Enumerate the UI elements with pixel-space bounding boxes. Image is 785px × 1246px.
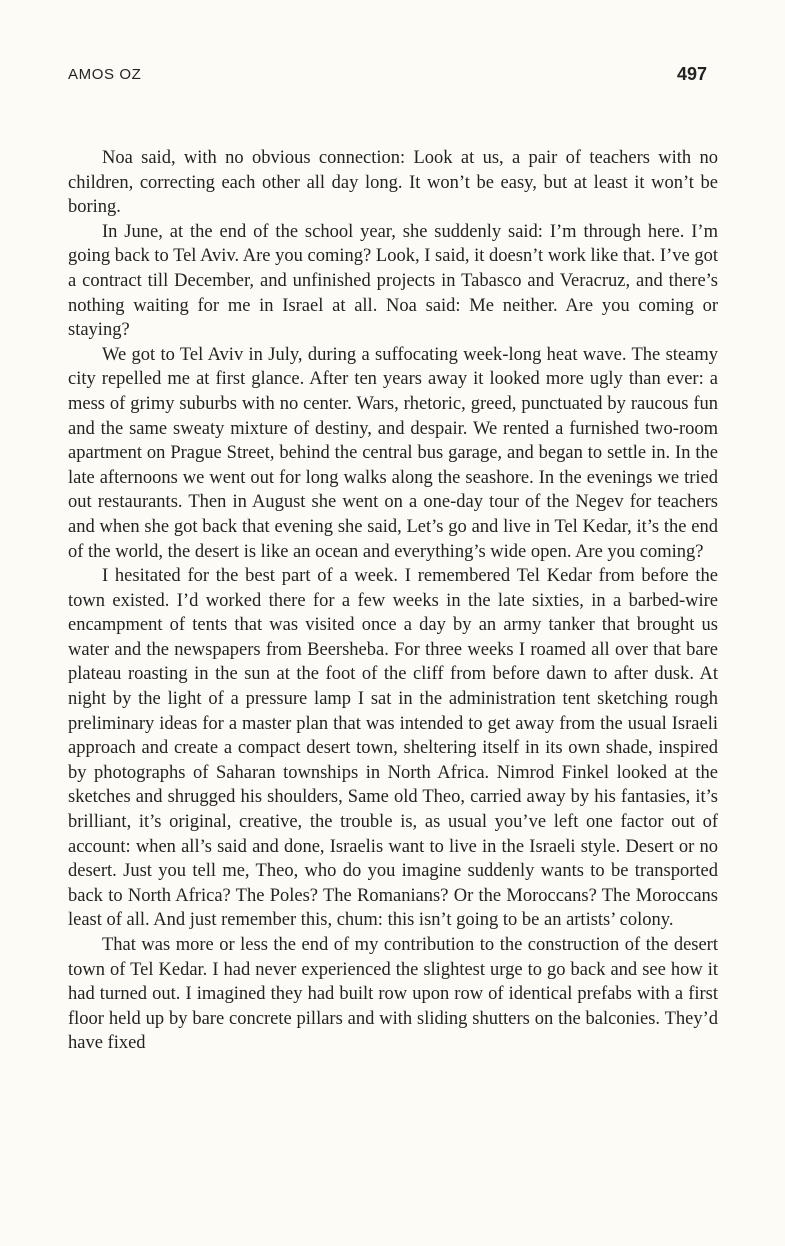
page-number: 497 (676, 64, 707, 84)
paragraph: In June, at the end of the school year, she suddenly said: I’m through here. I’m going back to Tel Aviv. Are you coming? Look, I said, it doesn’t work like that. I’ve got a contract till December, and unfinished projects in Tabasco and Veracruz, and there’s nothing waiting for me in Israel at all. Noa said: Me neither. Are you coming or staying? (68, 221, 718, 341)
paragraph: That was more or less the end of my contribution to the construction of the desert town of Tel Kedar. I had never experienced the slightest urge to go back and see how it had turned out. I imagined they had built row upon row of identical prefabs with a first floor held up by bare concrete pillars and with sliding shutters on the balconies. They’d have fixed (68, 935, 718, 1054)
paragraph: Noa said, with no obvious connection: Look at us, a pair of teachers with no children, correcting each other all day long. It won’t be easy, but at least it won’t be boring. (68, 148, 718, 218)
paragraph: We got to Tel Aviv in July, during a suffocating week-long heat wave. The steamy city repelled me at first glance. After ten years away it looked more ugly than ever: a mess of grimy suburbs with no center. Wars, rhetoric, greed, punctuated by raucous fun and the same sweaty mixture of destiny, and despair. We rented a furnished two-room apartment on Prague Street, behind the central bus garage, and began to settle in. In the late afternoons we went out for long walks along the seashore. In the evenings we tried out restaurants. Then in August she went on a one-day tour of the Negev for teachers and when she got back that evening she said, Let’s go and live in Tel Kedar, it’s the end of the world, the desert is like an ocean and everything’s wide open. Are you coming? (68, 344, 718, 562)
running-head-author: AMOS OZ (68, 66, 142, 83)
body-text (68, 146, 718, 1056)
paragraph: I hesitated for the best part of a week. I remembered Tel Kedar from before the town existed. I’d worked there for a few weeks in the late sixties, in a barbed-wire encampment of tents that was visited once a day by an army tanker that brought us water and the newspapers from Beersheba. For three weeks I roamed all over that bare plateau roasting in the sun at the foot of the cliff from before dawn to after dusk. At night by the light of a pressure lamp I sat in the administration tent sketching rough preliminary ideas for a master plan that was intended to get away from the usual Israeli approach and create a compact desert town, sheltering itself in its own shade, inspired by photographs of Saharan townships in North Africa. Nimrod Finkel looked at the sketches and shrugged his shoulders, Same old Theo, carried away by his fantasies, it’s brilliant, it’s original, creative, the trouble is, as usual you’ve left one factor out of account: when all’s said and done, Israelis want to live in the Israeli style. Desert or no desert. Just you tell me, Theo, who do you imagine suddenly wants to be transported back to North Africa? The Poles? The Romanians? Or the Moroccans? The Moroccans least of all. And just remember this, chum: this isn’t going to be an artists’ colony. (68, 566, 718, 931)
running-header (68, 64, 707, 88)
